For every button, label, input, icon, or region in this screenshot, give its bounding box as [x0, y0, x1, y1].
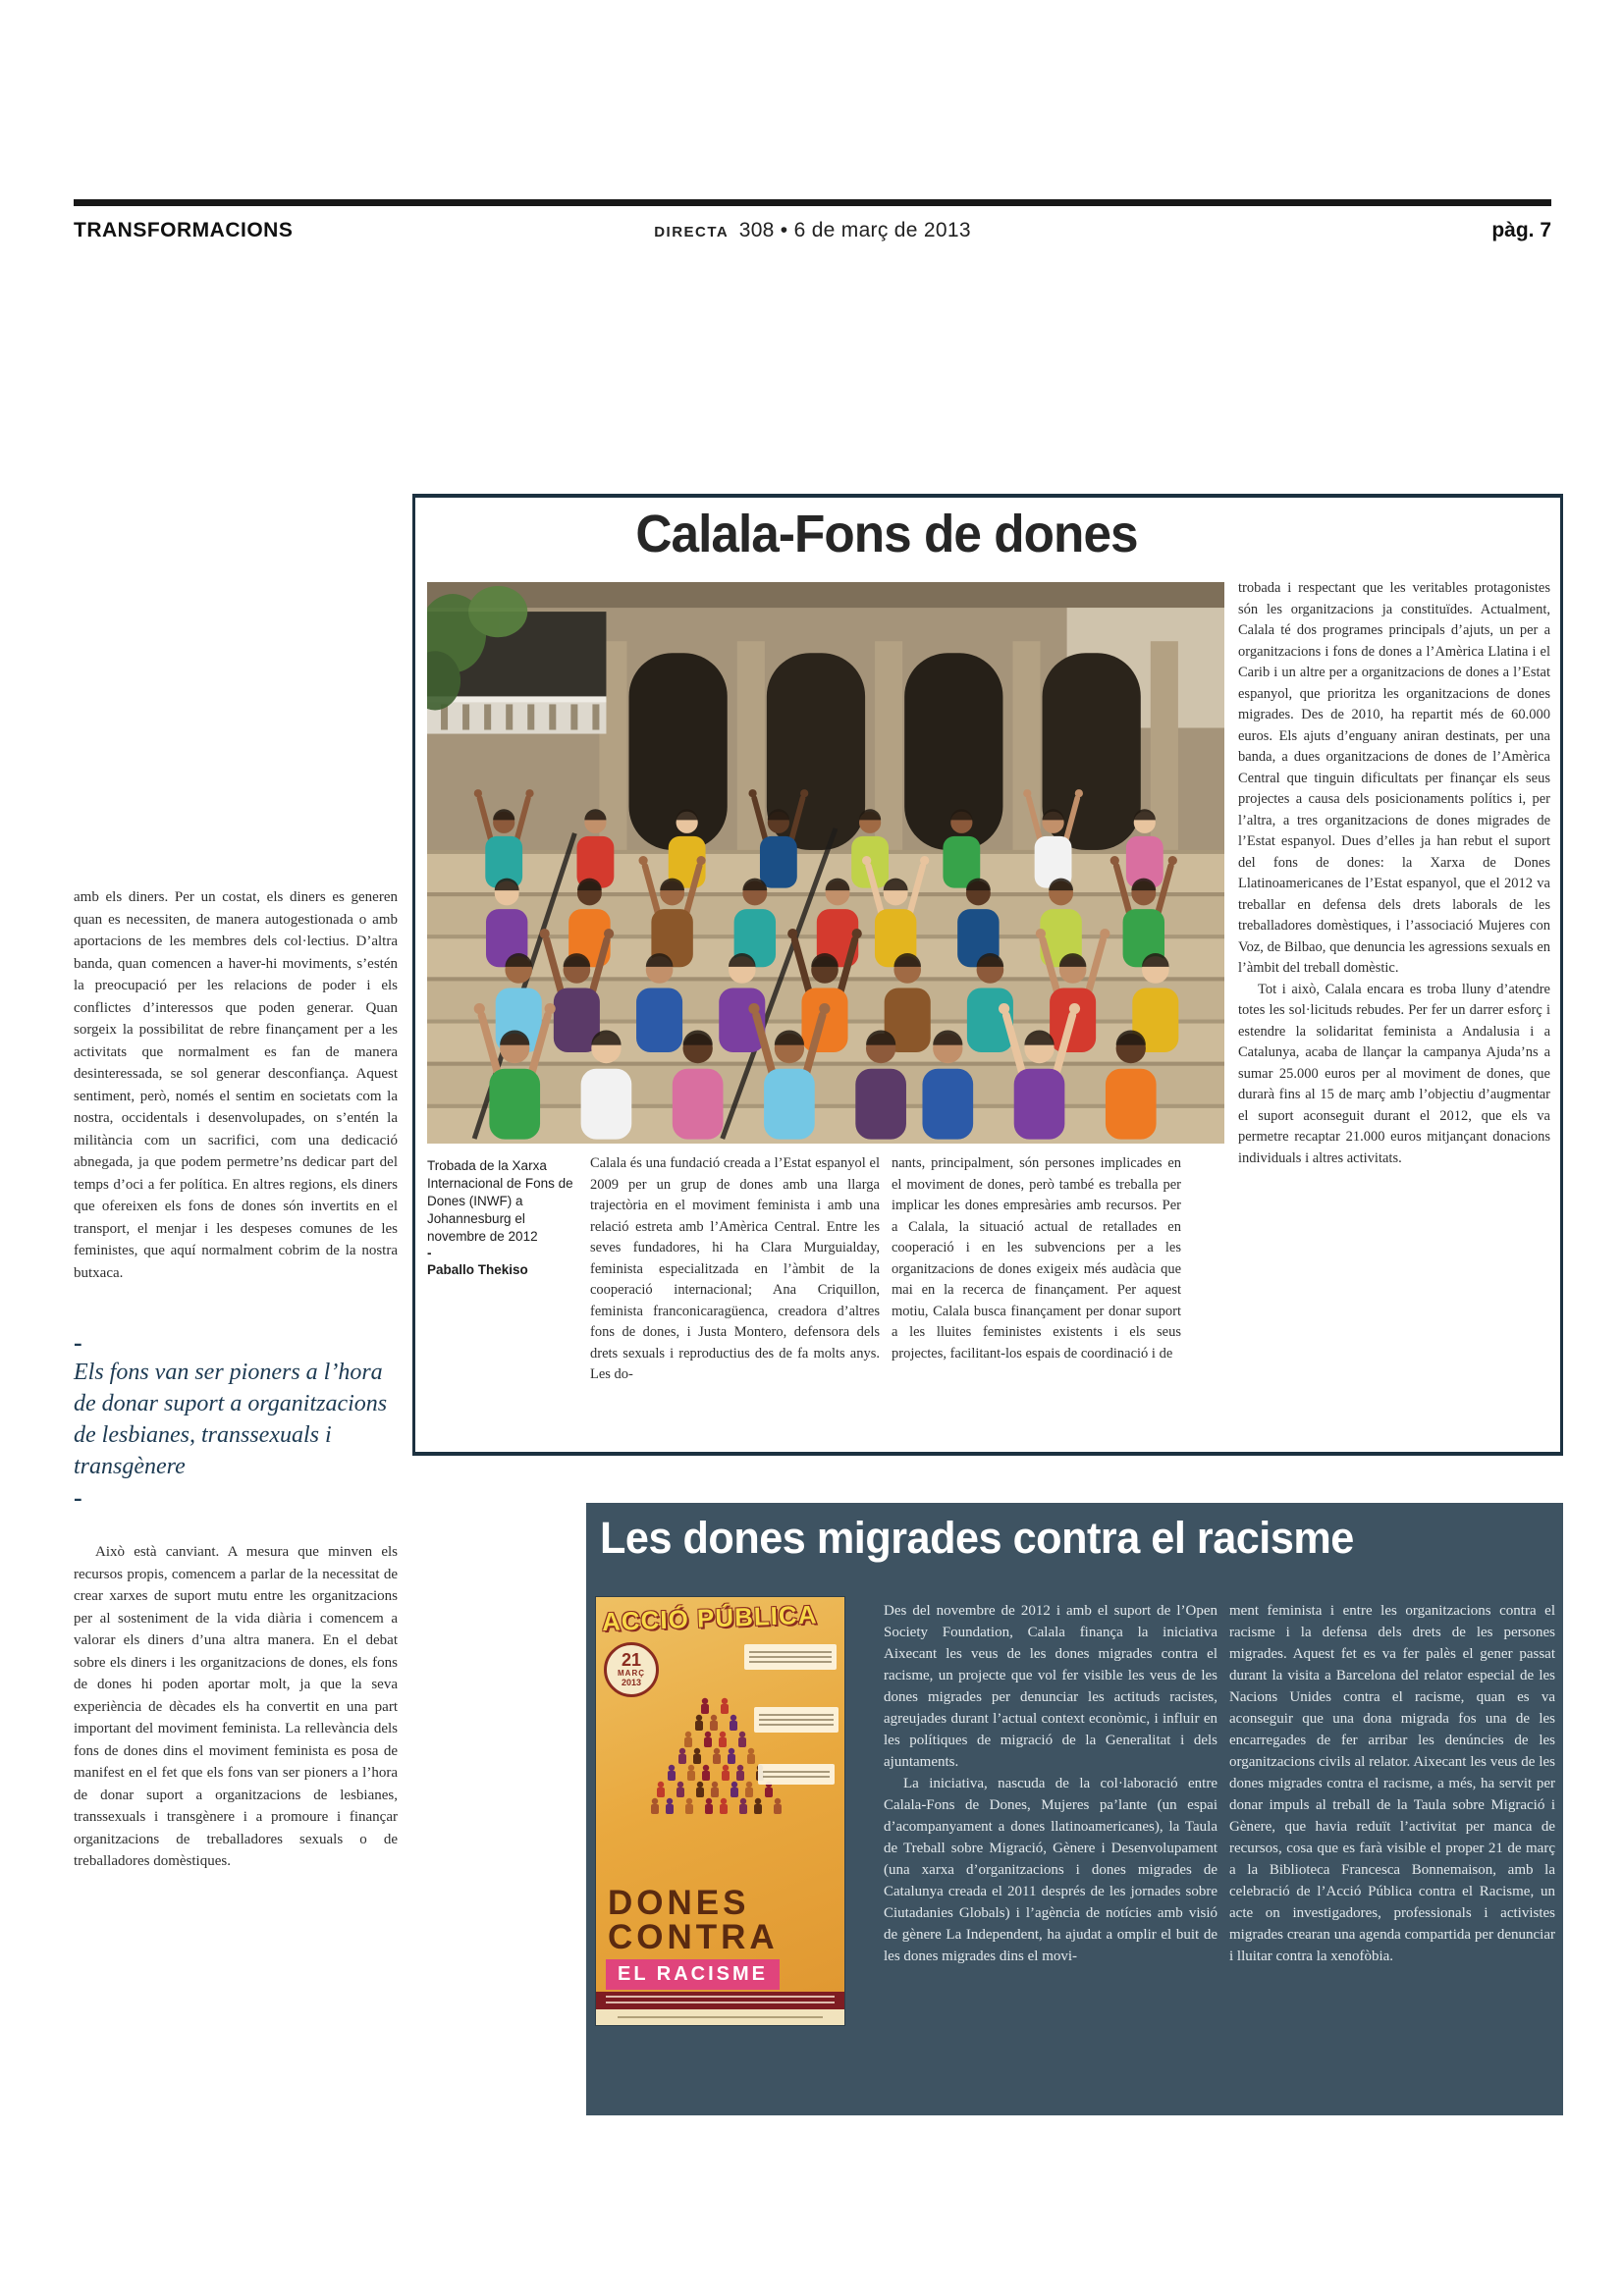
article2-headline: Les dones migrades contra el racisme — [600, 1513, 1354, 1563]
article1-column-b — [892, 1153, 1181, 1364]
poster-date-day: 21 — [621, 1650, 642, 1670]
poster-footer-strip — [596, 1992, 844, 2009]
poster-title: ACCIÓ PÚBLICA — [601, 1599, 819, 1637]
page-number: pàg. 7 — [1491, 219, 1551, 241]
group-photo — [427, 582, 1224, 1144]
poster-logo-strip — [596, 2009, 844, 2025]
quote-dash-bottom: - — [74, 1483, 82, 1512]
poster-date-year: 2013 — [621, 1678, 642, 1687]
article1-headline: Calala-Fons de dones — [635, 505, 1138, 563]
quote-dash-top: - — [74, 1328, 82, 1357]
left-column-para2: Això està canviant. A mesura que minven els recursos propis, comencem a parlar de la necessitat de crear xarxes de suport mutu entre les organitzacions per al sosteniment de la vida diària i comencem a valorar els diners d’una altra manera. En el debat sobre els diners i les organitzacions de dones, els fons de dones hi poden aportar molt, ja que la seva experiència de dècades els ha convertit en una part important del moviment feminista. La rellevància dels fons de dones dins el moviment feminista es posa de manifest en el fet que els fons van ser pioners a l’hora de donar suport a organitzacions de lesbianes, transsexuals i transgènere i a promoure i finançar organitzacions de treballadores sexuals o de treballadores domèstiques. — [74, 1544, 398, 1869]
article2-col1-para1: Des del novembre de 2012 i amb el suport de l’Open Society Foundation, Calala finança la iniciativa Aixecant les veus de les dones migrades contra el racisme, un projecte que vol fer visible les veus de les dones migrades per denunciar les actituds racistes, agreujades durant l’actual context econòmic, i influir en les polítiques de migració de la Generalitat i dels ajuntaments. — [884, 1603, 1217, 1770]
balustrade — [427, 696, 606, 733]
article1-column-c — [1238, 578, 1550, 1169]
article1-column-a — [590, 1153, 880, 1386]
photo-credit: Paballo Thekiso — [427, 1262, 528, 1277]
caption-dash: - — [427, 1246, 432, 1260]
poster-line-dones: DONES — [608, 1884, 750, 1922]
caption-text: Trobada de la Xarxa Internacional de Fons de Dones (INWF) a Johannesburg el novembre de 2012 — [427, 1158, 573, 1244]
section-label: TRANSFORMACIONS — [74, 219, 294, 241]
article2-col1-para2: La iniciativa, nascuda de la col·laboració entre Calala-Fons de Dones, Mujeres pa’lante (un espai d’acompanyament a dones llatinoamericanes), la Taula de Treball sobre Migració, Gènere i Desenvolupament (una xarxa d’organitzacions i dones migrades de Catalunya creada el 2011 després de les jornades sobre Ciutadanies Globals) i l’agència de notícies amb visió de gènere La Independent, ha ajudat a omplir el buit de les dones migrades dins el movi- — [884, 1776, 1217, 1964]
pull-quote: Els fons van ser pioners a l’hora de donar suport a organitzacions de lesbianes, transsexuals i transgènere — [74, 1360, 388, 1479]
column-c-para2: Tot i això, Calala encara es troba lluny d’atendre totes les sol·licituds rebudes. Per fer un darrer esforç i estendre la solidaritat feminista a Andalusia i a Catalunya, acaba de llançar la campanya Ajuda’ns a sumar 25.000 euros per al moviment de dones, que durarà fins al 15 de març amb l’objectiu d’augmentar el suport aconseguit durant el 2012, que els va permetre recaptar 21.000 euros mitjançant donacions individuals i altres activitats. — [1238, 981, 1550, 1166]
header-rule — [74, 199, 1551, 206]
article-racisme — [586, 1503, 1563, 2115]
poster-note-block — [754, 1707, 839, 1733]
left-column — [74, 886, 398, 1873]
left-column-para1: amb els diners. Per un costat, els diners es generen quan es necessiten, de manera autogestionada o amb aportacions de les membres dels col·lectius. D’altra banda, quan comencen a haver-hi moviments, s’estén la preocupació per les relacions de poder i els conflictes d’interessos que poden generar. Quan sorgeix la possibilitat de rebre finançament per a les activitats que normalment es fan de manera desinteressada, se sol generar desconfiança. Aquest sentiment, però, només el sentim en societats com la nostra, occidentals i desenvolupades, on s’entén la militància com un sacrifici, com una dedicació abnegada, ja que podem permetre’ns dedicar part del temps d’oci a fer política. En altres regions, els diners que ofereixen els fons de dones són invertits en el transport, el menjar i les despeses comunes de les feministes, que aquí normalment cobrim de la nostra butxaca. — [74, 889, 398, 1281]
column-a-text: Calala és una fundació creada a l’Estat espanyol el 2009 per un grup de dones amb una llarga trajectòria en el moviment feminista i amb una relació estreta amb l’Amèrica Central. Entre les seves fundadores, hi ha Clara Murguialday, feminista especialitzada en l’àmbit de la cooperació internacional; Ana Criquillon, feminista franconicaragüenca, creadora d’altres fons de dones, i Justa Montero, defensora dels drets sexuals i reproductius des de fa molts anys. Les do- — [590, 1155, 880, 1382]
photo-caption — [427, 1157, 576, 1279]
spacer — [74, 1284, 398, 1327]
poster-note-block — [758, 1764, 835, 1785]
article2-column-1 — [884, 1600, 1217, 1967]
poster-date-month: MARÇ — [618, 1669, 645, 1678]
poster-main-title — [608, 1886, 779, 1954]
spacer — [74, 1512, 398, 1541]
article2-column-2 — [1229, 1600, 1555, 1967]
issue-date: 308 • 6 de març de 2013 — [738, 219, 971, 241]
page-header — [74, 217, 1551, 250]
campaign-poster — [596, 1597, 844, 2025]
poster-line-contra: CONTRA — [608, 1918, 779, 1956]
poster-note-block — [744, 1644, 837, 1670]
masthead: DIRECTA — [654, 224, 730, 240]
column-b-text: nants, principalment, són persones implicades en el moviment de dones, però també es treballa per implicar les dones empresàries amb recursos. Per a Calala, la situació actual de retallades en cooperació i en les subvencions per a les organitzacions de dones exigeix més audàcia que mai en la recerca de finançament. Per aquest motiu, Calala busca finançament per donar suport a les lluites feministes existents i els seus projectes, facilitant-los espais de coordinació i de — [892, 1155, 1181, 1362]
header-center — [74, 219, 1551, 242]
article-calala — [412, 494, 1563, 1456]
column-c-para1: trobada i respectant que les veritables protagonistes són les organitzacions ja constituïdes. Actualment, Calala té dos programes principals d’ajuts, un per a organitzacions i fons de dones a l’Amèrica Llatina i el Carib i un altre per a organitzacions de dones a l’Estat espanyol, que prioritza les organitzacions de dones migrades. Des de 2010, ha repartit més de 60.000 euros. Els ajuts d’enguany aniran destinats, per una banda, a dues organitzacions de dones de l’Amèrica Central que tinguin dificultats per finançar els seus projectes a causa dels posicionaments polítics i, per l’altra, a tres organitzacions de dones migrades de l’Estat espanyol. Dues d’elles ja han rebut el suport del fons de dones: la Xarxa de Dones Llatinoamericanes de l’Estat espanyol, que el 2012 va treballar en defensa dels drets laborals de les treballadores domèstiques, i l’associació Mujeres con Voz, de Bilbao, que denuncia les agressions sexuals en l’àmbit del treball domèstic. — [1238, 580, 1550, 976]
poster-banner: EL RACISME — [606, 1959, 780, 1990]
article2-col2-text: ment feminista i entre les organitzacions contra el racisme i la defensa dels drets de les persones migrades. Aquest fet es va fer palès el gener passat durant la visita a Barcelona del relator especial de les Nacions Unides contra el racisme, quan es va aconseguir que una dona migrada fos una de les encarregades de fer arribar les denúncies de les organitzacions civils al relator. Aixecant les veus de les dones migrades contra el racisme, a més, ha servit per donar impuls al treball de la Taula sobre Migració i Gènere, que havia reduït l’activitat per manca de recursos, cosa que es farà visible el proper 21 de març a la Biblioteca Francesca Bonnemaison, amb la celebració de l’Acció Pública contra el Racisme, un acte on investigadores, professionals i activistes migrades crearan una agenda compartida per denunciar i lluitar contra la xenofòbia. — [1229, 1603, 1555, 1964]
